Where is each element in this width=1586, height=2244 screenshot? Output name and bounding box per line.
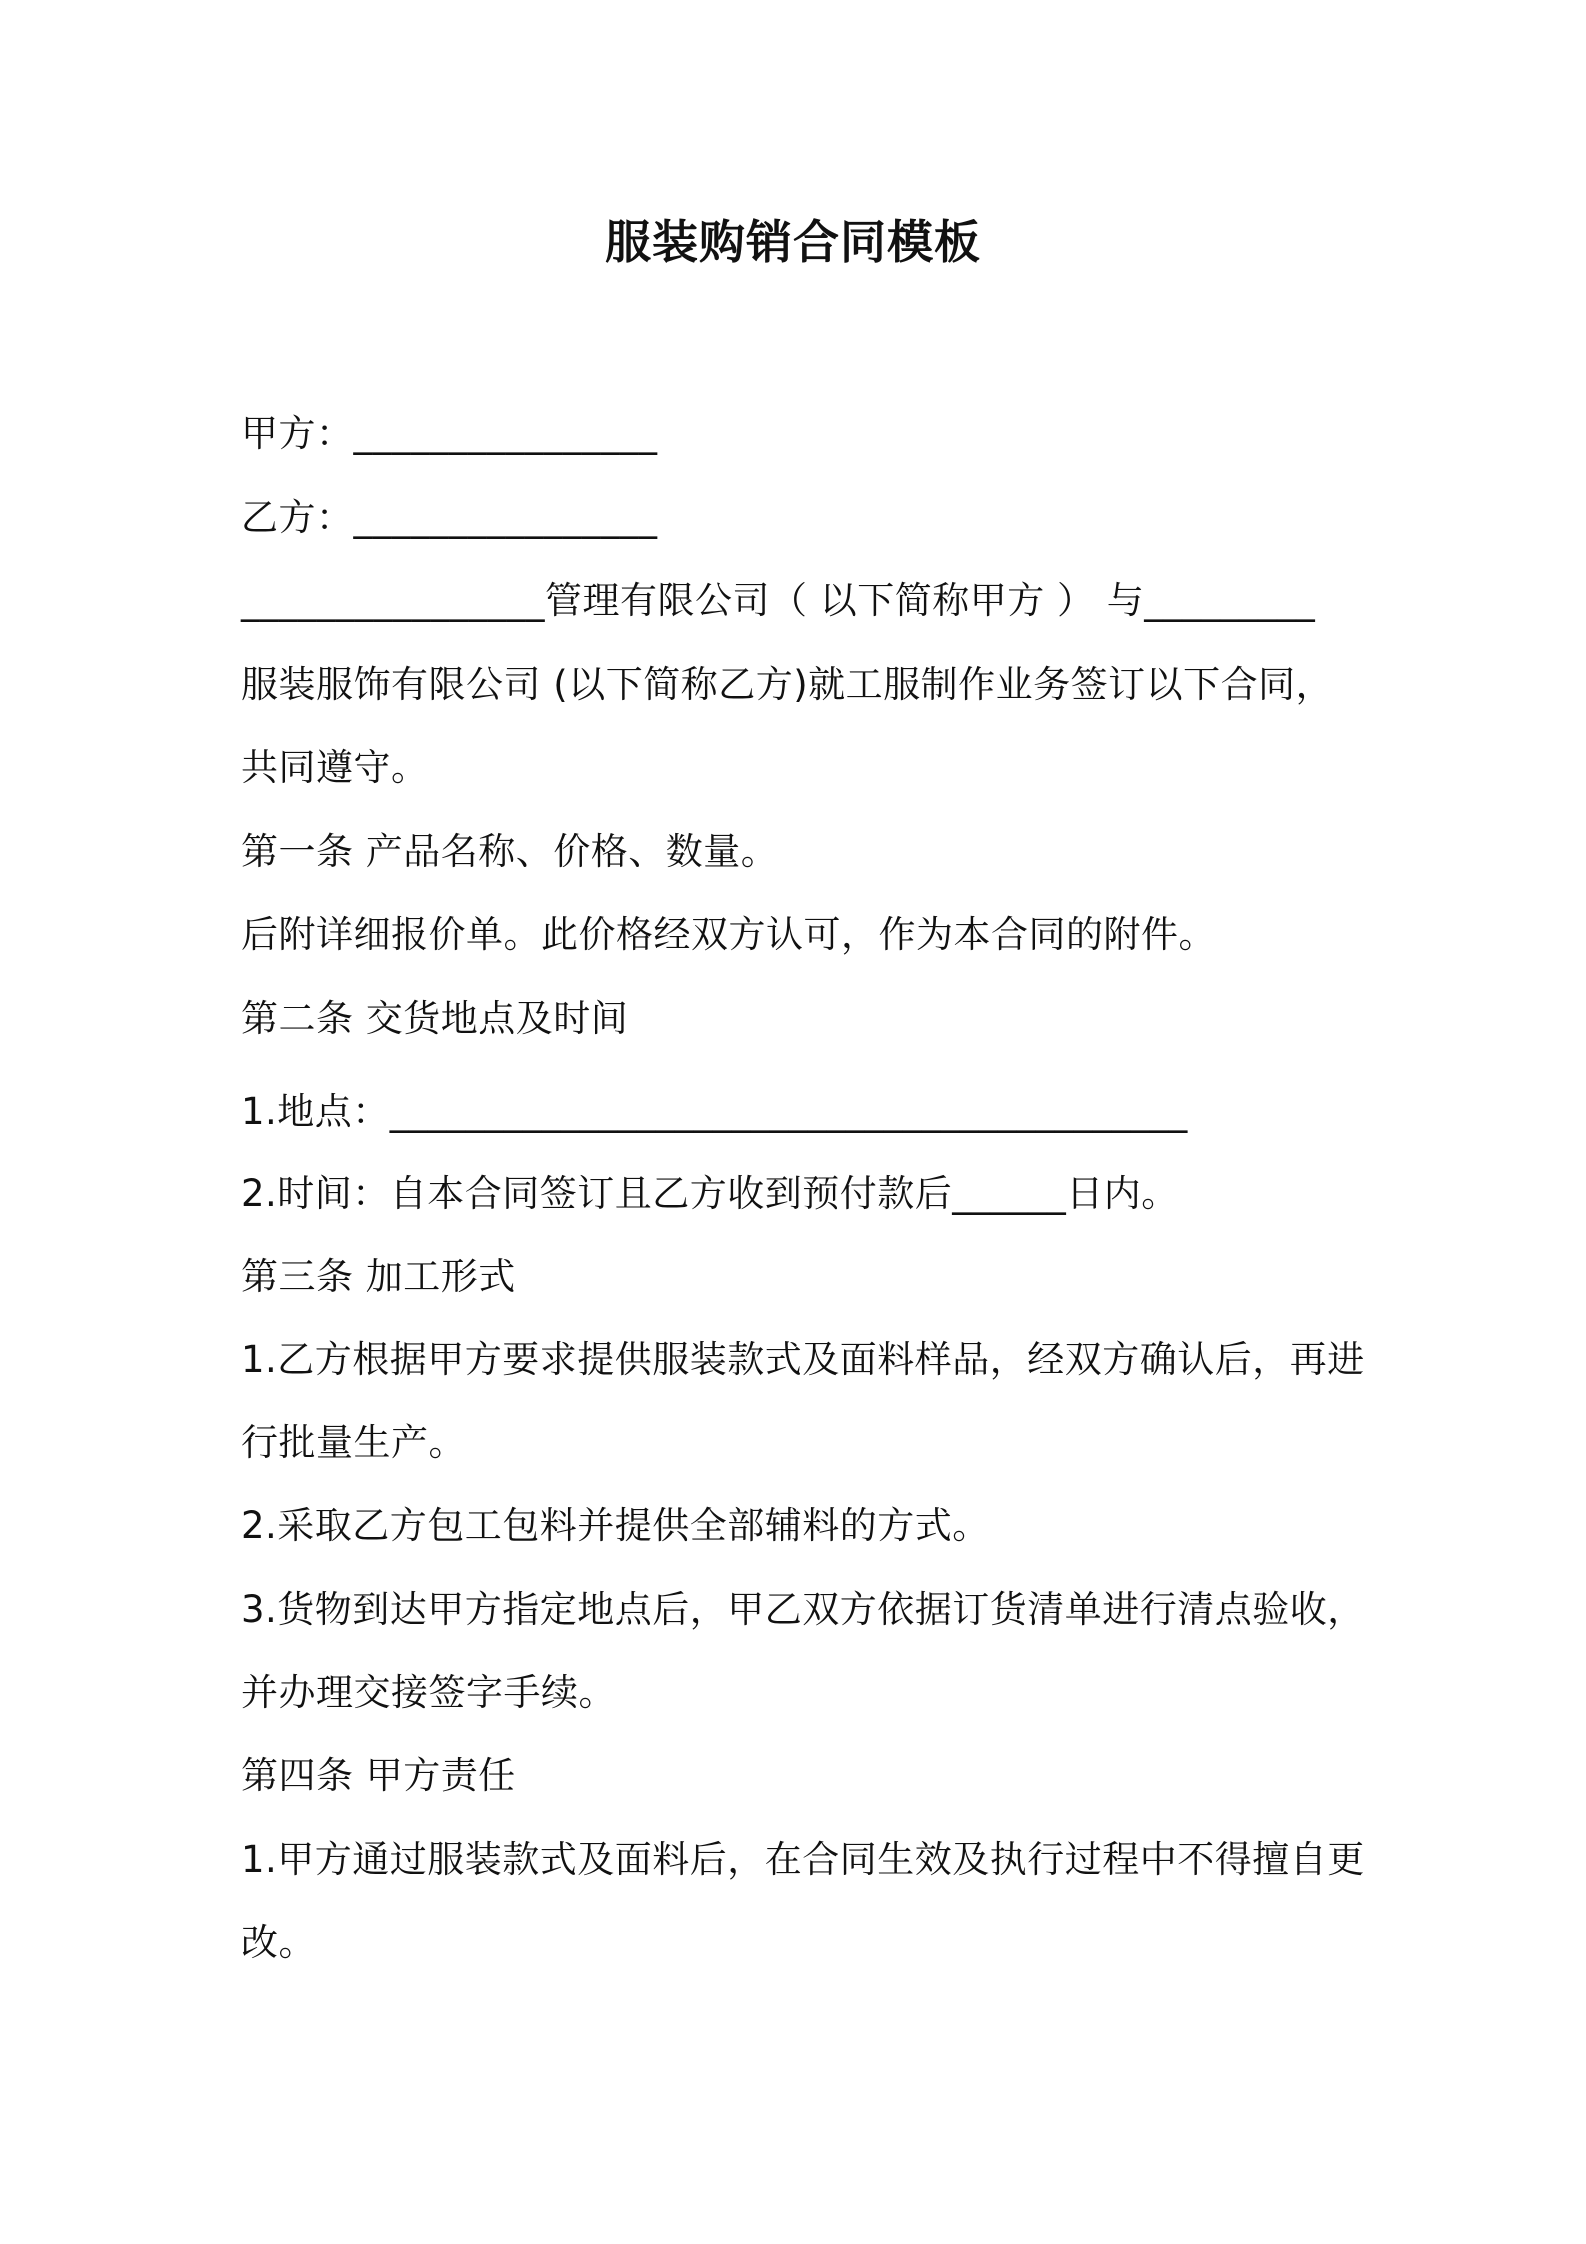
document-title: 服装购销合同模板 xyxy=(605,215,981,269)
article-2-heading: 第二条 交货地点及时间 xyxy=(241,997,629,1040)
article-3-item-1: 1.乙方根据甲方要求提供服装款式及面料样品，经双方确认后，再进 xyxy=(241,1338,1365,1381)
intro-line-2: 服装服饰有限公司 (以下简称乙方)就工服制作业务签订以下合同， xyxy=(241,663,1334,706)
party-b-line: 乙方：________________ xyxy=(241,496,658,539)
article-3-heading: 第三条 加工形式 xyxy=(241,1255,516,1298)
article-4-heading: 第四条 甲方责任 xyxy=(241,1754,516,1797)
article-3-item-1-cont: 行批量生产。 xyxy=(241,1421,466,1464)
article-1-heading: 第一条 产品名称、价格、数量。 xyxy=(241,830,779,873)
article-1-text: 后附详细报价单。此价格经双方认可，作为本合同的附件。 xyxy=(241,913,1216,956)
intro-line-1: ________________管理有限公司（ 以下简称甲方 ） 与_________ xyxy=(241,579,1316,622)
article-2-time: 2.时间：自本合同签订且乙方收到预付款后______日内。 xyxy=(241,1172,1179,1215)
article-2-location: 1.地点：__________________________________________ xyxy=(241,1090,1188,1133)
article-4-item-1-cont: 改。 xyxy=(241,1921,316,1964)
article-3-item-3: 3.货物到达甲方指定地点后，甲乙双方依据订货清单进行清点验收， xyxy=(241,1588,1365,1631)
intro-line-3: 共同遵守。 xyxy=(241,746,429,789)
article-3-item-3-cont: 并办理交接签字手续。 xyxy=(241,1671,616,1714)
article-3-item-2: 2.采取乙方包工包料并提供全部辅料的方式。 xyxy=(241,1504,990,1547)
article-4-item-1: 1.甲方通过服装款式及面料后，在合同生效及执行过程中不得擅自更 xyxy=(241,1838,1365,1881)
party-a-line: 甲方：________________ xyxy=(241,412,658,455)
